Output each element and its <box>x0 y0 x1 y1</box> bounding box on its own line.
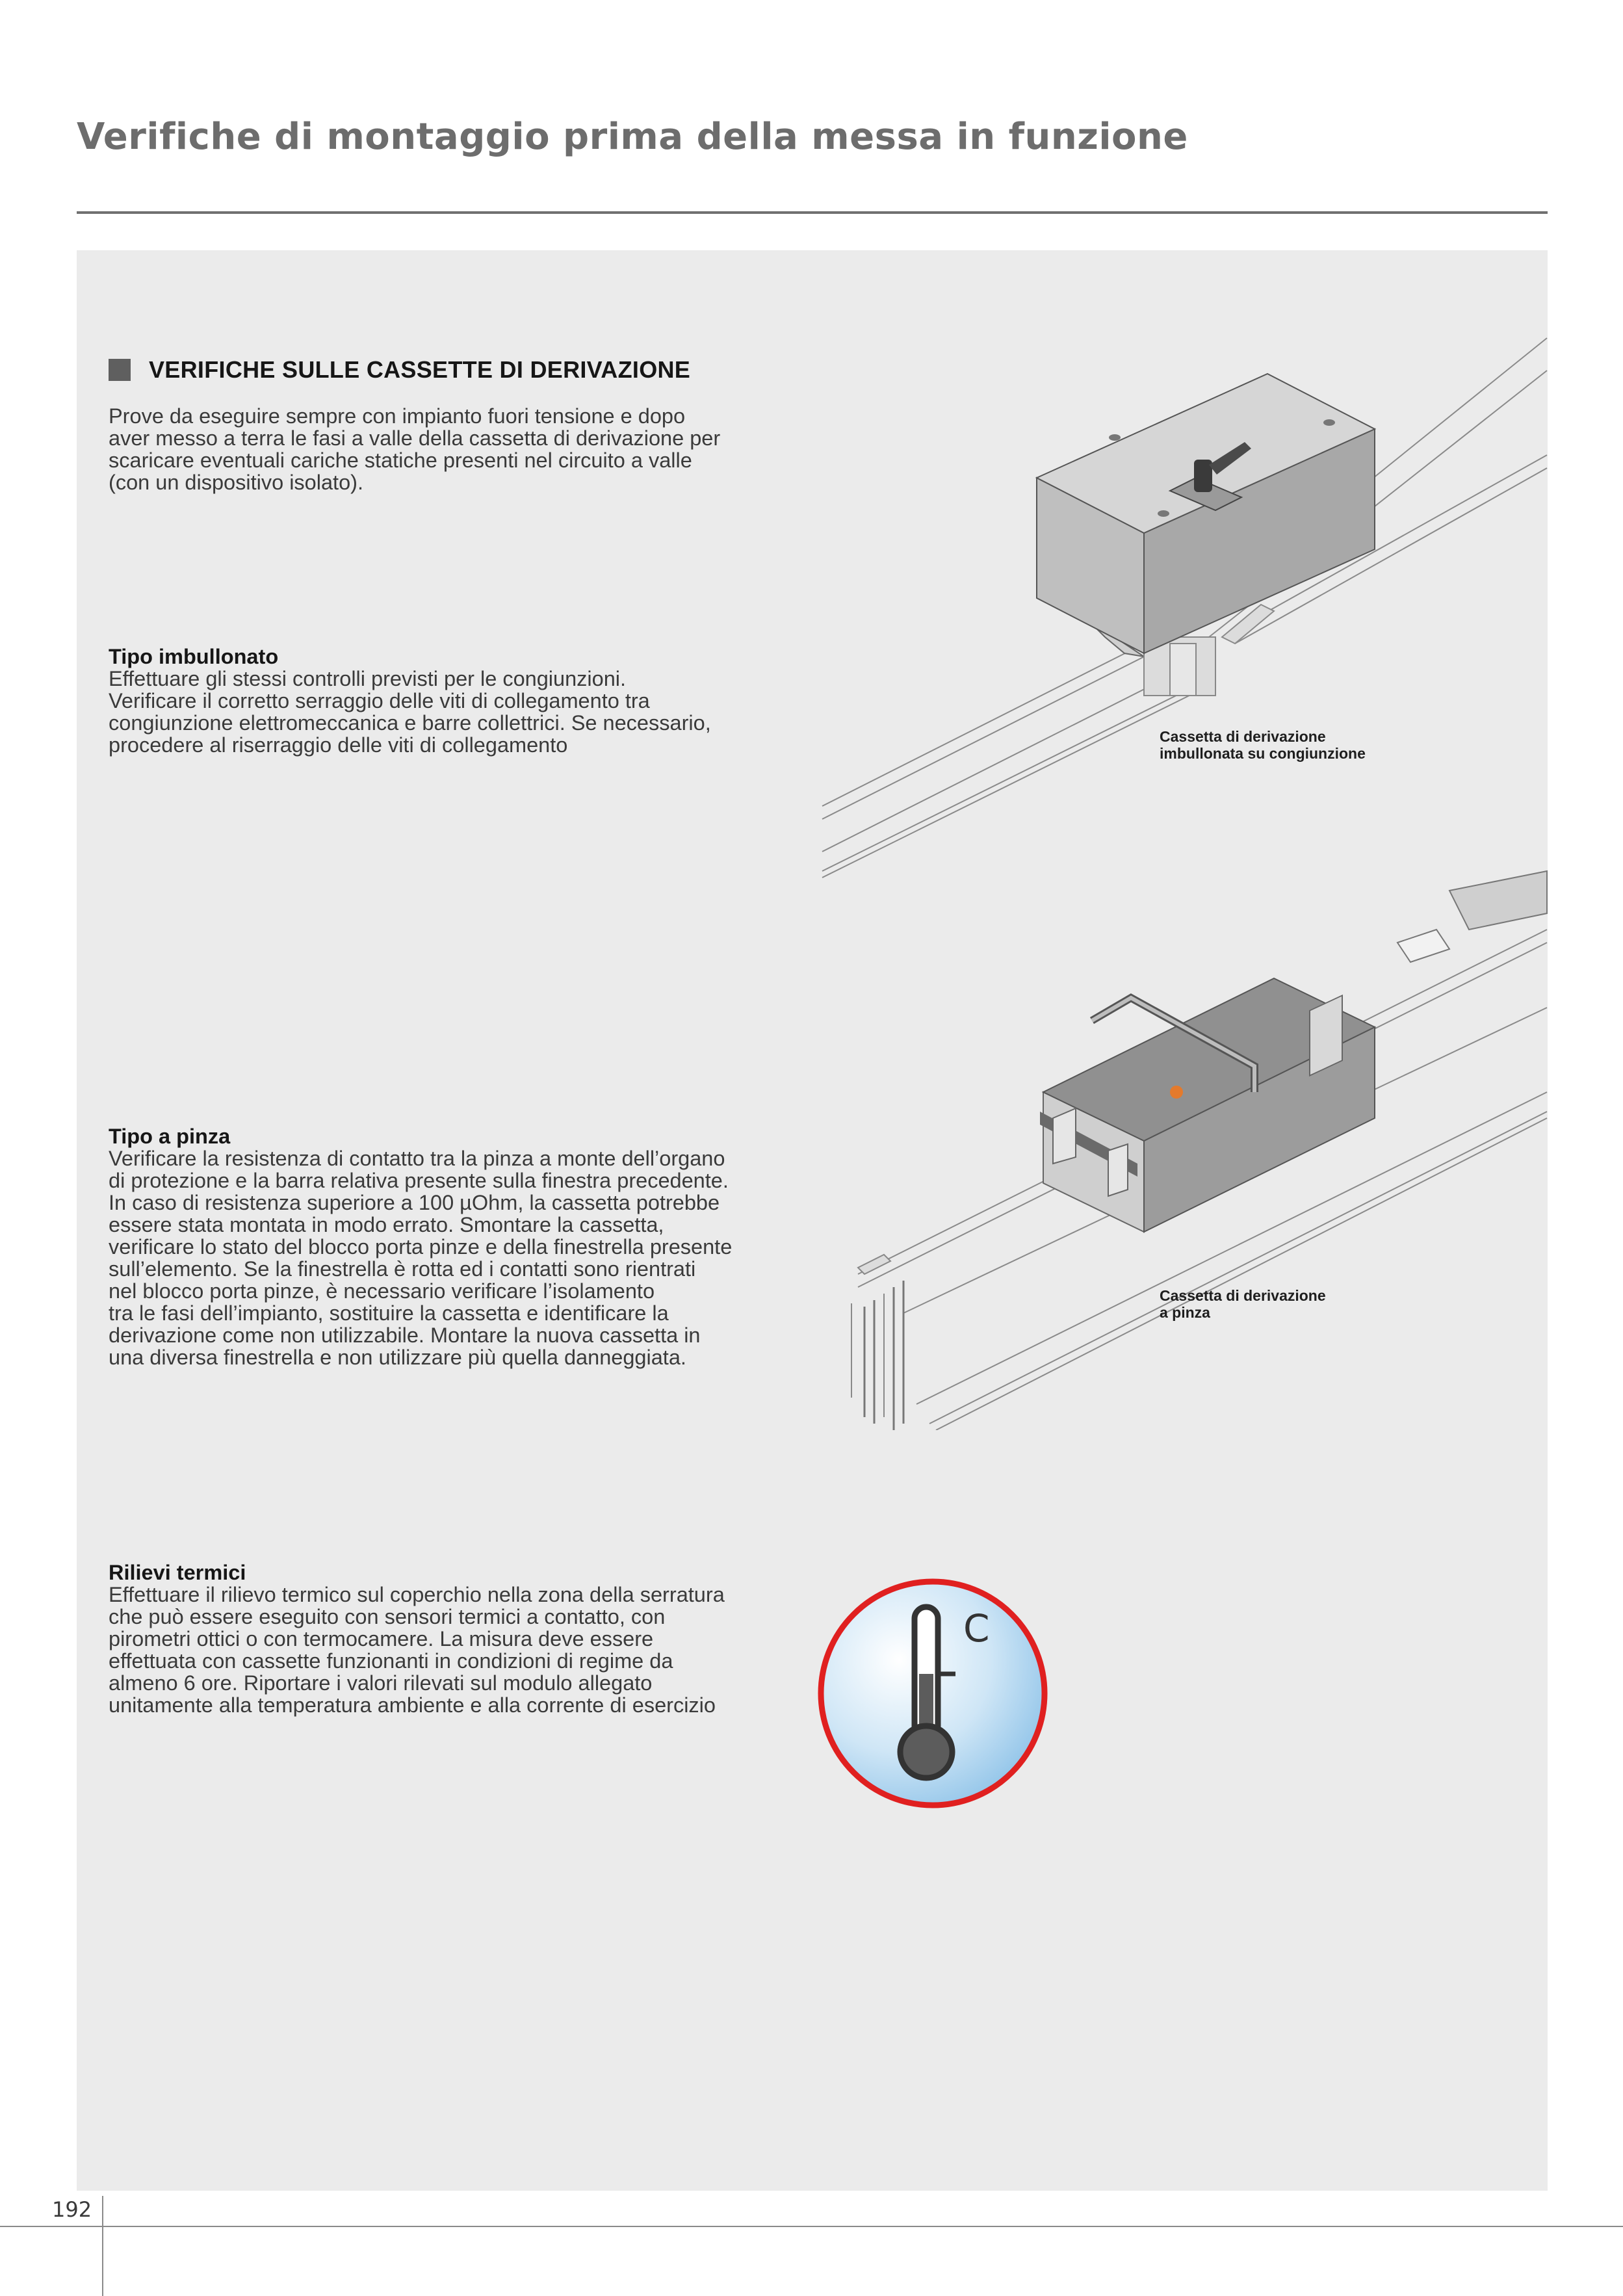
bolted-paragraph <box>109 668 798 756</box>
bolted-line: Verificare il corretto serraggio delle viti di collegamento tra <box>109 689 650 712</box>
clamp-line: In caso di resistenza superiore a 100 µOhm, la cassetta potrebbe <box>109 1191 720 1214</box>
thermal-line: almeno 6 ore. Riportare i valori rilevati sul modulo allegato <box>109 1671 653 1695</box>
square-bullet-icon <box>109 359 131 381</box>
clamp-line: Verificare la resistenza di contatto tra la pinza a monte dell’organo <box>109 1147 725 1170</box>
clamp-caption <box>1160 1287 1326 1321</box>
celsius-label: C <box>963 1606 990 1650</box>
thermal-paragraph <box>109 1584 798 1716</box>
thermal-title: Rilievi termici <box>109 1561 246 1584</box>
bolted-line: procedere al riserraggio delle viti di collegamento <box>109 733 568 757</box>
clamp-line: nel blocco porta pinze, è necessario verificare l’isolamento <box>109 1279 655 1303</box>
bolted-caption-line: Cassetta di derivazione <box>1160 728 1326 745</box>
clamp-line: essere stata montata in modo errato. Smontare la cassetta, <box>109 1213 664 1236</box>
intro-paragraph <box>109 405 798 493</box>
thermal-line: effettuata con cassette funzionanti in condizioni di regime da <box>109 1649 673 1673</box>
bolted-title: Tipo imbullonato <box>109 645 279 668</box>
clamp-title: Tipo a pinza <box>109 1125 231 1148</box>
clamp-box-illustration <box>786 858 1550 1430</box>
clamp-line: derivazione come non utilizzabile. Montare la nuova cassetta in <box>109 1324 701 1347</box>
thermal-line: che può essere eseguito con sensori termici a contatto, con <box>109 1605 666 1628</box>
bolted-caption <box>1160 728 1366 762</box>
thermal-line: unitamente alla temperatura ambiente e alla corrente di esercizio <box>109 1693 716 1717</box>
intro-line: scaricare eventuali cariche statiche presenti nel circuito a valle <box>109 449 692 472</box>
thermal-line: Effettuare il rilievo termico sul coperchio nella zona della serratura <box>109 1583 725 1606</box>
bolted-line: congiunzione elettromeccanica e barre collettrici. Se necessario, <box>109 711 711 735</box>
page-title: Verifiche di montaggio prima della messa in funzione <box>77 116 1188 158</box>
clamp-caption-line: a pinza <box>1160 1304 1210 1321</box>
clamp-paragraph <box>109 1147 798 1368</box>
bolted-line: Effettuare gli stessi controlli previsti per le congiunzioni. <box>109 667 627 690</box>
section-heading <box>109 356 690 384</box>
clamp-line: di protezione e la barra relativa presente sulla finestra precedente. <box>109 1169 729 1192</box>
page-number: 192 <box>52 2197 92 2222</box>
clamp-line: verificare lo stato del blocco porta pinze e della finestrella presente <box>109 1235 733 1259</box>
section-title: VERIFICHE SULLE CASSETTE DI DERIVAZIONE <box>149 356 691 383</box>
intro-line: Prove da eseguire sempre con impianto fuori tensione e dopo <box>109 404 686 428</box>
intro-line: aver messo a terra le fasi a valle della cassetta di derivazione per <box>109 426 721 450</box>
bolted-box-illustration <box>819 332 1550 884</box>
thermometer-icon <box>812 1573 1053 1814</box>
intro-line: (con un dispositivo isolato). <box>109 471 363 494</box>
thermal-line: pirometri ottici o con termocamere. La misura deve essere <box>109 1627 654 1650</box>
clamp-line: sull’elemento. Se la finestrella è rotta ed i contatti sono rientrati <box>109 1257 696 1281</box>
clamp-line: tra le fasi dell’impianto, sostituire la cassetta e identificare la <box>109 1301 669 1325</box>
clamp-caption-line: Cassetta di derivazione <box>1160 1287 1326 1304</box>
bolted-caption-line: imbullonata su congiunzione <box>1160 745 1366 762</box>
title-divider <box>77 211 1548 214</box>
footer-rule <box>0 2226 1623 2227</box>
clamp-line: una diversa finestrella e non utilizzare più quella danneggiata. <box>109 1346 686 1369</box>
footer-separator <box>102 2196 103 2296</box>
